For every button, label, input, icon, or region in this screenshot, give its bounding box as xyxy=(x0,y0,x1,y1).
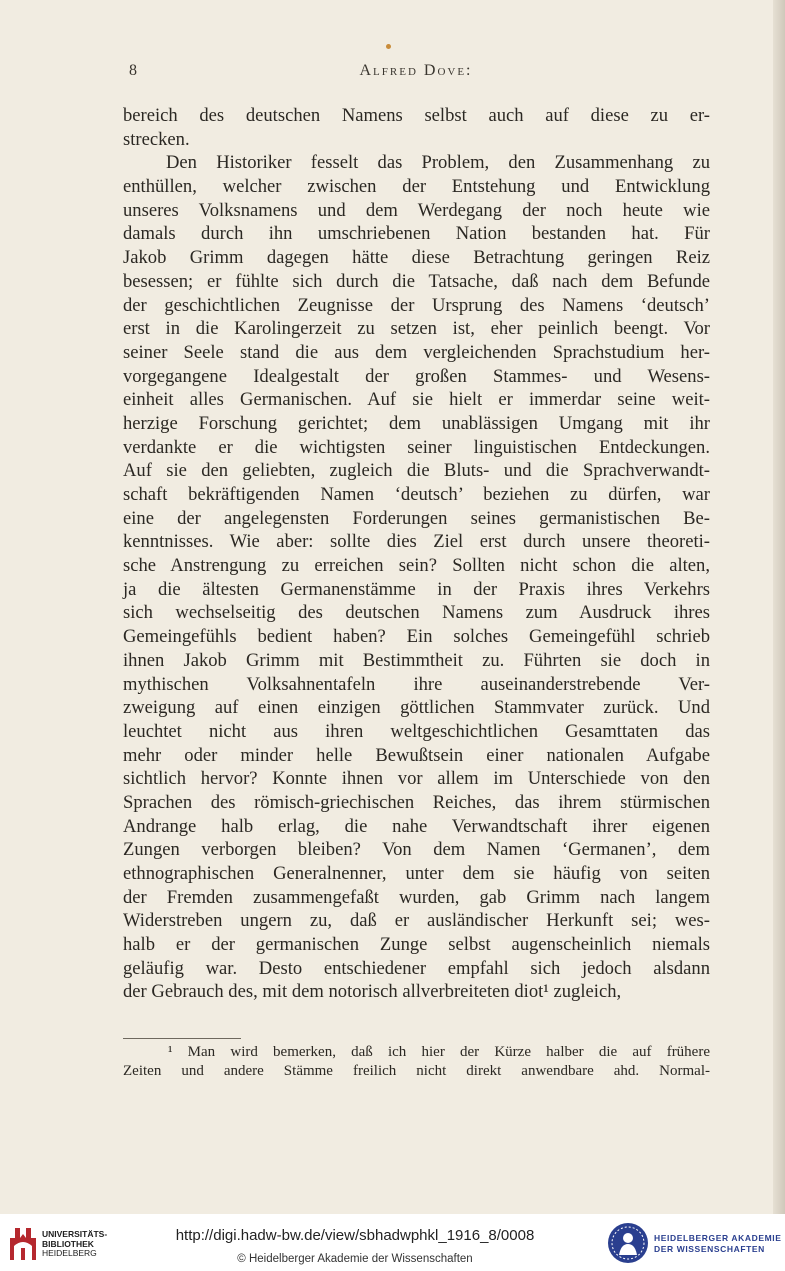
text-line: schaft bekräftigenden Namen ‘deutsch’ beziehen zu dürfen, war xyxy=(123,484,710,505)
text-line: Gemeingefühls bedient haben? Ein solches Gemeingefühl schrieb xyxy=(123,626,710,648)
text-line: eine der angelegensten Forderungen seines germanistischen Be- xyxy=(123,507,710,529)
text-line: vorgegangene Idealgestalt der großen Stammes- und Wesens- xyxy=(123,365,710,387)
permalink-url[interactable]: http://digi.hadw-bw.de/view/sbhadwphkl_1916_8/0008 xyxy=(175,1227,535,1244)
text-line: Zungen verborgen bleiben? Von dem Namen ‘Germanen’, dem xyxy=(123,839,710,861)
text-line: der Gebrauch des, mit dem notorisch allverbreiteten diot¹ zugleich, xyxy=(123,981,622,1003)
text-line: ja die ältesten Germanenstämme in der Praxis ihres Verkehrs xyxy=(123,578,710,600)
text-line: herzige Forschung gerichtet; dem unablässigen Umgang mit ihr xyxy=(123,412,710,434)
text-line: der Fremden zusammengefaßt wurden, gab Grimm nach langem xyxy=(123,886,710,908)
text-line: mythischen Volksahnentafeln ihre auseinanderstrebende Ver- xyxy=(123,673,710,695)
text-line: Auf sie den geliebten, zugleich die Bluts- und die Sprachverwandt- xyxy=(123,460,710,482)
text-line: besessen; er fühlte sich durch die Tatsache, daß nach dem Befunde xyxy=(123,270,710,292)
text-line: zweigung auf einen einzigen göttlichen Stammvater zurück. Und xyxy=(123,697,710,719)
running-title: Alfred Dove: xyxy=(359,62,473,79)
academy-line-2: DER WISSENSCHAFTEN xyxy=(654,1243,765,1254)
library-line-3: HEIDELBERG xyxy=(42,1248,97,1258)
viewer-footer xyxy=(0,1214,785,1271)
academy-line-1: HEIDELBERGER AKADEMIE xyxy=(654,1233,782,1243)
text-line: erst in die Karolingerzeit zu setzen ist, eher peinlich beengt. Vor xyxy=(123,318,710,340)
library-name[interactable] xyxy=(42,1230,107,1259)
ub-heidelberg-logo-icon[interactable] xyxy=(8,1224,38,1262)
text-line: verdankte er die wichtigsten seiner linguistischen Entdeckungen. xyxy=(123,436,710,458)
academy-name[interactable] xyxy=(654,1233,782,1254)
text-line: mehr oder minder helle Bewußtsein einer nationalen Aufgabe xyxy=(123,744,710,766)
footnote-line: ¹ Man wird bemerken, daß ich hier der Kürze halber die auf frühere xyxy=(168,1044,710,1060)
text-line: Den Historiker fesselt das Problem, den Zusammenhang zu xyxy=(166,152,710,174)
text-line: enthüllen, welcher zwischen der Entstehung und Entwicklung xyxy=(123,176,710,198)
text-line: Andrange halb erlag, die nahe Verwandtschaft ihrer eigenen xyxy=(123,815,710,837)
text-line: ethnographischen Generalnenner, unter dem sie häufig von seiten xyxy=(123,863,710,884)
hadw-seal-icon[interactable] xyxy=(607,1222,649,1264)
running-head xyxy=(123,62,709,86)
text-line: der geschichtlichen Zeugnisse der Ursprung des Namens ‘deutsch’ xyxy=(123,294,710,316)
text-line: sche Anstrengung zu erreichen sein? Sollten nicht schon die alten, xyxy=(123,555,710,577)
citation xyxy=(150,1226,560,1267)
text-line: sich wechselseitig des deutschen Namens zum Ausdruck ihres xyxy=(123,602,710,624)
paper-mark xyxy=(386,44,391,49)
footnote xyxy=(123,1043,710,1081)
text-line: damals durch ihn umschriebenen Nation bestanden hat. Für xyxy=(123,223,710,245)
body-text xyxy=(123,104,710,1004)
text-line: halb er der germanischen Zunge selbst augenscheinlich niemals xyxy=(123,934,710,956)
text-line: leuchtet nicht aus ihren weltgeschichtlichen Gesamttaten das xyxy=(123,720,710,742)
text-line: Widerstreben ungern zu, daß er ausländischer Herkunft sei; wes- xyxy=(123,910,710,932)
text-line: sichtlich hervor? Konnte ihnen vor allem im Unterschiede von den xyxy=(123,768,710,790)
text-line: Jakob Grimm dagegen hätte diese Betrachtung geringen Reiz xyxy=(123,247,710,269)
library-line-1: UNIVERSITÄTS- xyxy=(42,1229,108,1239)
page-gutter xyxy=(773,0,785,1214)
text-line: bereich des deutschen Namens selbst auch auf diese zu er- xyxy=(123,105,710,126)
page-number: 8 xyxy=(129,62,137,79)
library-line-2: BIBLIOTHEK xyxy=(42,1238,94,1249)
footnote-rule xyxy=(123,1038,241,1039)
text-line: ihnen Jakob Grimm mit Bestimmtheit zu. Führten sie doch in xyxy=(123,649,710,671)
text-line: unseres Volksnamens und dem Werdegang der noch heute wie xyxy=(123,199,710,221)
text-line: geläufig war. Desto entschiedener empfahl sich jedoch alsdann xyxy=(123,957,710,979)
footnote-line: Zeiten und andere Stämme freilich nicht direkt anwendbare ahd. Normal- xyxy=(123,1063,710,1079)
text-line: Sprachen des römisch-griechischen Reiches, das ihrem stürmischen xyxy=(123,791,710,813)
text-line: einheit alles Germanischen. Auf sie hielt er immerdar seine weit- xyxy=(123,389,710,411)
text-line: strecken. xyxy=(123,128,190,150)
text-line: seiner Seele stand die aus dem vergleichenden Sprachstudium her- xyxy=(123,341,710,363)
text-line: kenntnisses. Wie aber: sollte dies Ziel erst durch unsere theoreti- xyxy=(123,531,710,553)
copyright-notice: © Heidelberger Akademie der Wissenschaften xyxy=(237,1253,473,1265)
